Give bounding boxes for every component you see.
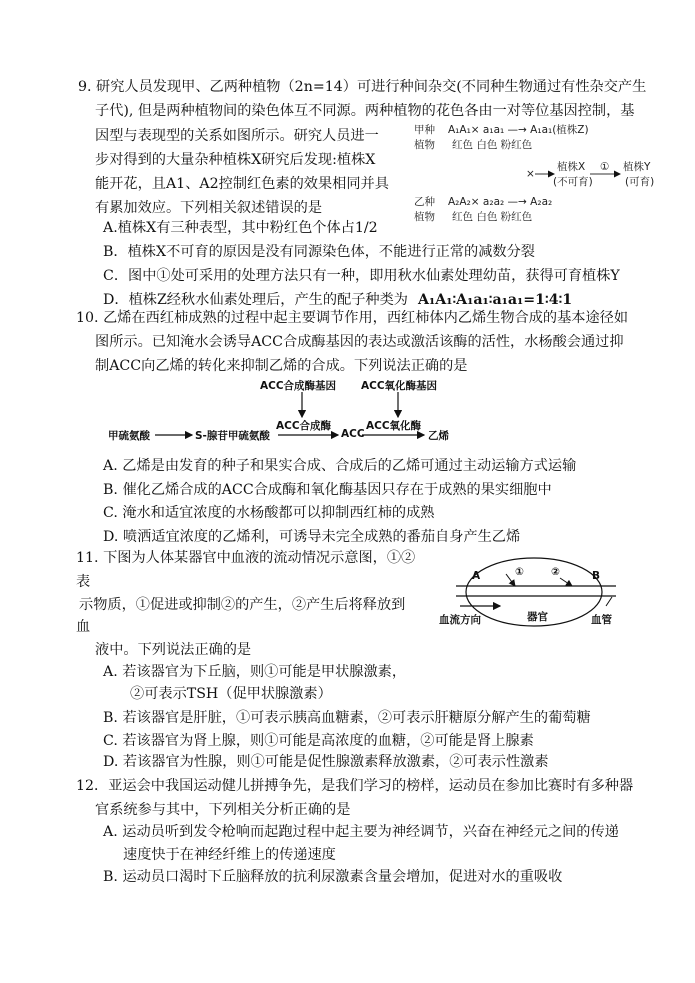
q10-line-2: 图所示。已知淹水会诱导ACC合成酶基因的表达或激活该酶的活性，水杨酸会通过抑 (95, 334, 624, 350)
point-a-label: A (472, 570, 481, 582)
q11-line-4: 血 (76, 619, 91, 635)
jia-cross-formula: A₁A₁× a₁a₁ —→ A₁a₁(植株Z) (448, 124, 589, 136)
substance-2-marker: ② (551, 566, 560, 578)
q11-option-c: C. 若该器官为肾上腺，则①可能是高浓度的血糖，②可能是肾上腺素 (103, 733, 534, 749)
q9-option-d-formula: A₁A₁∶A₁a₁∶a₁a₁=1∶4∶1 (418, 292, 573, 308)
substance-1-marker: ① (515, 566, 524, 578)
q11-line-1: 11. 下图为人体某器官中血液的流动情况示意图，①② (76, 550, 416, 566)
q12-line-1: 12．亚运会中我国运动健儿拼搏争先，是我们学习的榜样，运动员在参加比赛时有多种器 (76, 778, 634, 794)
jia-species-label-2: 植物 (414, 139, 435, 151)
substance-1-arrow (506, 574, 515, 586)
step-1-marker: ① (600, 161, 610, 173)
q9-line-4: 步对得到的大量杂种植株X研究后发现:植株X (95, 152, 376, 168)
cross-sign: × (526, 168, 535, 180)
yi-cross-formula: A₂A₂× a₂a₂ —→ A₂a₂ (448, 196, 553, 208)
q11-line-3: 示物质，①促进或抑制②的产生，②产生后将释放到 (79, 597, 406, 613)
methionine-label: 甲硫氨酸 (108, 430, 150, 442)
yi-species-label-1: 乙种 (414, 196, 435, 208)
q11-option-a-line-1: A. 若该器官为下丘脑，则①可能是甲状腺激素， (103, 664, 407, 680)
q12-option-a-line-1: A. 运动员听到发令枪响而起跑过程中起主要为神经调节，兴奋在神经元之间的传递 (103, 824, 619, 840)
q9-option-b: B．植株X不可育的原因是没有同源染色体，不能进行正常的减数分裂 (103, 244, 535, 260)
plant-x-note: (不可育) (553, 176, 593, 188)
plant-x-label: 植株X (557, 161, 586, 173)
yi-species-label-2: 植物 (414, 211, 435, 223)
q10-option-c: C. 淹水和适宜浓度的水杨酸都可以抑制西红柿的成熟 (103, 505, 435, 521)
blood-flow-direction-label: 血流方向 (439, 614, 481, 626)
q12-option-b: B. 运动员口渴时下丘脑释放的抗利尿激素含量会增加，促进对水的重吸收 (103, 869, 563, 885)
acc-synthase-label: ACC合成酶 (276, 420, 332, 432)
acc-label: ACC (341, 428, 365, 440)
q11-option-d: D. 若该器官为性腺，则①可能是促性腺激素释放激素，②可表示性激素 (103, 754, 549, 770)
yi-phenotypes: 红色 白色 粉红色 (452, 211, 533, 223)
point-b-label: B (592, 570, 601, 582)
q9-line-1: 9. 研究人员发现甲、乙两种植物（2n=14）可进行种间杂交(不同种生物通过有性杂交产生 (78, 79, 647, 95)
q9-option-d: D．植株Z经秋水仙素处理后，产生的配子种类为 (103, 292, 408, 308)
jia-species-label-1: 甲种 (414, 124, 435, 136)
organ-label: 器官 (527, 611, 548, 623)
vessel-pointer (606, 597, 612, 606)
q12-line-2: 官系统参与其中，下列相关分析正确的是 (95, 802, 351, 818)
q10-option-b: B. 催化乙烯合成的ACC合成酶和氧化酶基因只存在于成熟的果实细胞中 (103, 482, 552, 498)
q11-option-b: B. 若该器官是肝脏，①可表示胰高血糖素，②可表示肝糖原分解产生的葡萄糖 (103, 710, 591, 726)
plant-y-note: (可育) (625, 176, 655, 188)
q9-line-2: 子代), 但是两种植物间的染色体互不同源。两种植物的花色各由一对等位基因控制，基 (95, 103, 635, 119)
q12-option-a-line-2: 速度快于在神经纤维上的传递速度 (123, 847, 336, 863)
q9-option-c: C．图中①处可采用的处理方法只有一种，即用秋水仙素处理幼苗，获得可育植株Y (103, 268, 620, 284)
q9-line-3: 因型与表现型的关系如图所示。研究人员进一 (95, 128, 379, 144)
q9-line-5: 能开花，且A1、A2控制红色素的效果相同并具 (95, 176, 389, 192)
q9-option-a: A.植株X有三种表型，其中粉红色个体占1/2 (103, 220, 378, 236)
q10-option-a: A. 乙烯是由发育的种子和果实合成、合成后的乙烯可通过主动运输方式运输 (103, 458, 577, 474)
q10-line-3: 制ACC向乙烯的转化来抑制乙烯的合成。下列说法正确的是 (95, 358, 468, 374)
acc-oxidase-gene-label: ACC氧化酶基因 (361, 380, 438, 392)
ethylene-label: 乙烯 (428, 430, 449, 442)
q11-option-a-line-2: ②可表示TSH（促甲状腺激素） (130, 686, 332, 702)
jia-phenotypes: 红色 白色 粉红色 (452, 139, 533, 151)
organ-outline (466, 558, 602, 626)
acc-synthase-gene-label: ACC合成酶基因 (260, 380, 337, 392)
substance-2-arrow (560, 578, 572, 586)
q10-option-d: D. 喷洒适宜浓度的乙烯利，可诱导未完全成熟的番茄自身产生乙烯 (103, 529, 521, 545)
sam-label: S-腺苷甲硫氨酸 (195, 430, 270, 442)
acc-oxidase-label: ACC氧化酶 (366, 420, 422, 432)
q9-line-6: 有累加效应。下列相关叙述错误的是 (95, 200, 323, 216)
q10-line-1: 10. 乙烯在西红柿成熟的过程中起主要调节作用，西红柿体内乙烯生物合成的基本途径如 (76, 310, 629, 326)
q11-line-5: 液中。下列说法正确的是 (95, 642, 252, 658)
blood-vessel-label: 血管 (591, 614, 612, 626)
plant-y-label: 植株Y (623, 161, 651, 173)
q11-line-2: 表 (76, 574, 91, 590)
